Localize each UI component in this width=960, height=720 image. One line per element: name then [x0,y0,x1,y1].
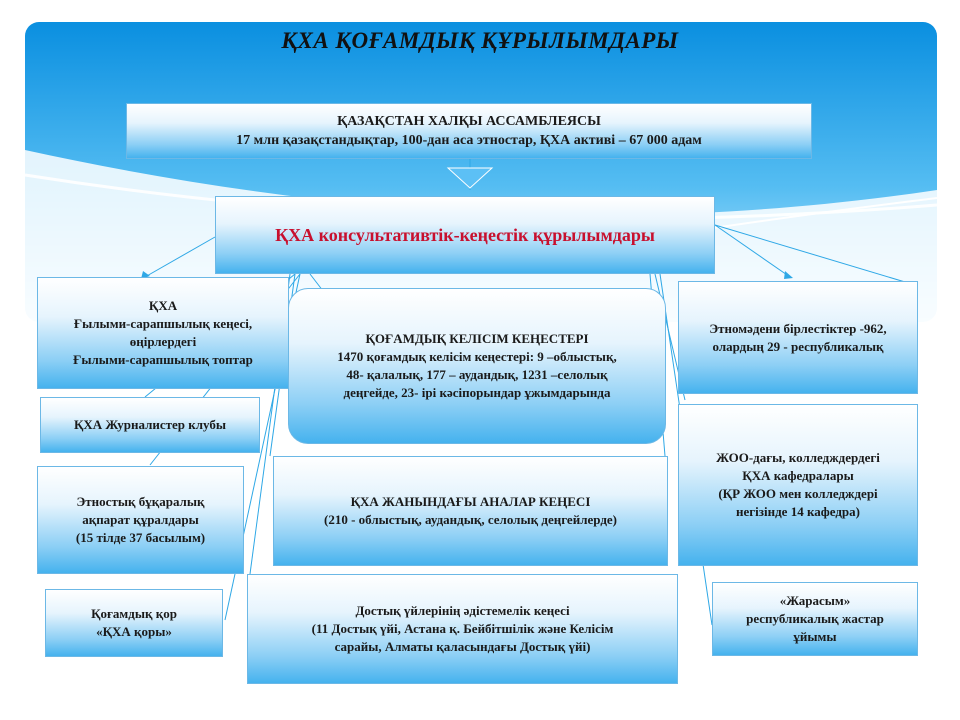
ethno-associations-box [678,281,918,394]
fund-line: «ҚХА қоры» [96,624,172,639]
youth-line: «Жарасым» [779,593,851,608]
chairs-line: (ҚР ЖОО мен колледждері [718,486,878,501]
consent-line: 1470 қоғамдық келісім кеңестері: 9 –облыстық, [337,349,617,364]
mothers-council-box [273,456,668,566]
mothers-heading: ҚХА ЖАНЫНДАҒЫ АНАЛАР КЕҢЕСІ [350,494,591,509]
assembly-box [126,103,812,159]
expert-council-box [37,277,289,389]
youth-organization-box [712,582,918,656]
university-chairs-box [678,404,918,566]
consent-line: деңгейде, 23- ірі кәсіпорындар ұжымдарында [343,385,611,400]
media-line: ақпарат құралдары [82,512,199,527]
expert-line: Ғылыми-сарапшылық топтар [73,352,253,367]
consultative-structures-box [215,196,715,274]
consultative-label: ҚХА консультативтік-кеңестік құрылымдары [275,225,655,245]
chairs-line: ЖОО-дағы, колледждердегі [716,450,880,465]
expert-line: ҚХА [148,298,178,313]
fund-line: Қоғамдық қор [91,606,177,621]
consent-councils-box [288,288,666,444]
media-line: Этностық бұқаралық [76,494,205,509]
journalists-club-box [40,397,260,453]
expert-line: Ғылыми-сарапшылық кеңесі, [73,316,253,331]
friendship-line: Достық үйлерінің әдістемелік кеңесі [355,603,570,618]
journalists-label: ҚХА Журналистер клубы [73,417,227,432]
friendship-line: сарайы, Алматы қаласындағы Достық үйі) [334,639,591,654]
page-title: ҚХА ҚОҒАМДЫҚ ҚҰРЫЛЫМДАРЫ [281,28,679,53]
expert-line: өңірлердегі [129,334,197,349]
ethno-line: Этномәдени бірлестіктер -962, [709,320,887,336]
friendship-line: (11 Достық үйі, Астана қ. Бейбітшілік және Келісім [311,621,614,636]
ethnic-media-box [37,466,244,574]
assembly-name: ҚАЗАҚСТАН ХАЛҚЫ АССАМБЛЕЯСЫ [337,114,601,129]
chairs-line: негізінде 14 кафедра) [736,504,860,519]
assembly-details: 17 млн қазақстандықтар, 100-дан аса этностар, ҚХА активі – 67 000 адам [236,133,702,148]
youth-line: республикалық жастар [746,611,884,626]
media-line: (15 тілде 37 басылым) [75,530,206,545]
consent-line: 48- қалалық, 177 – аудандық, 1231 –селолық [346,367,608,382]
consent-heading: ҚОҒАМДЫҚ КЕЛІСІМ КЕҢЕСТЕРІ [365,331,589,346]
public-fund-box [45,589,223,657]
ethno-line: олардың 29 - республикалық [712,338,884,354]
mothers-details: (210 - облыстық, аудандық, селолық деңгейлерде) [323,512,617,527]
chairs-line: ҚХА кафедралары [742,468,854,483]
friendship-houses-box [247,574,678,684]
youth-line: ұйымы [793,629,837,644]
